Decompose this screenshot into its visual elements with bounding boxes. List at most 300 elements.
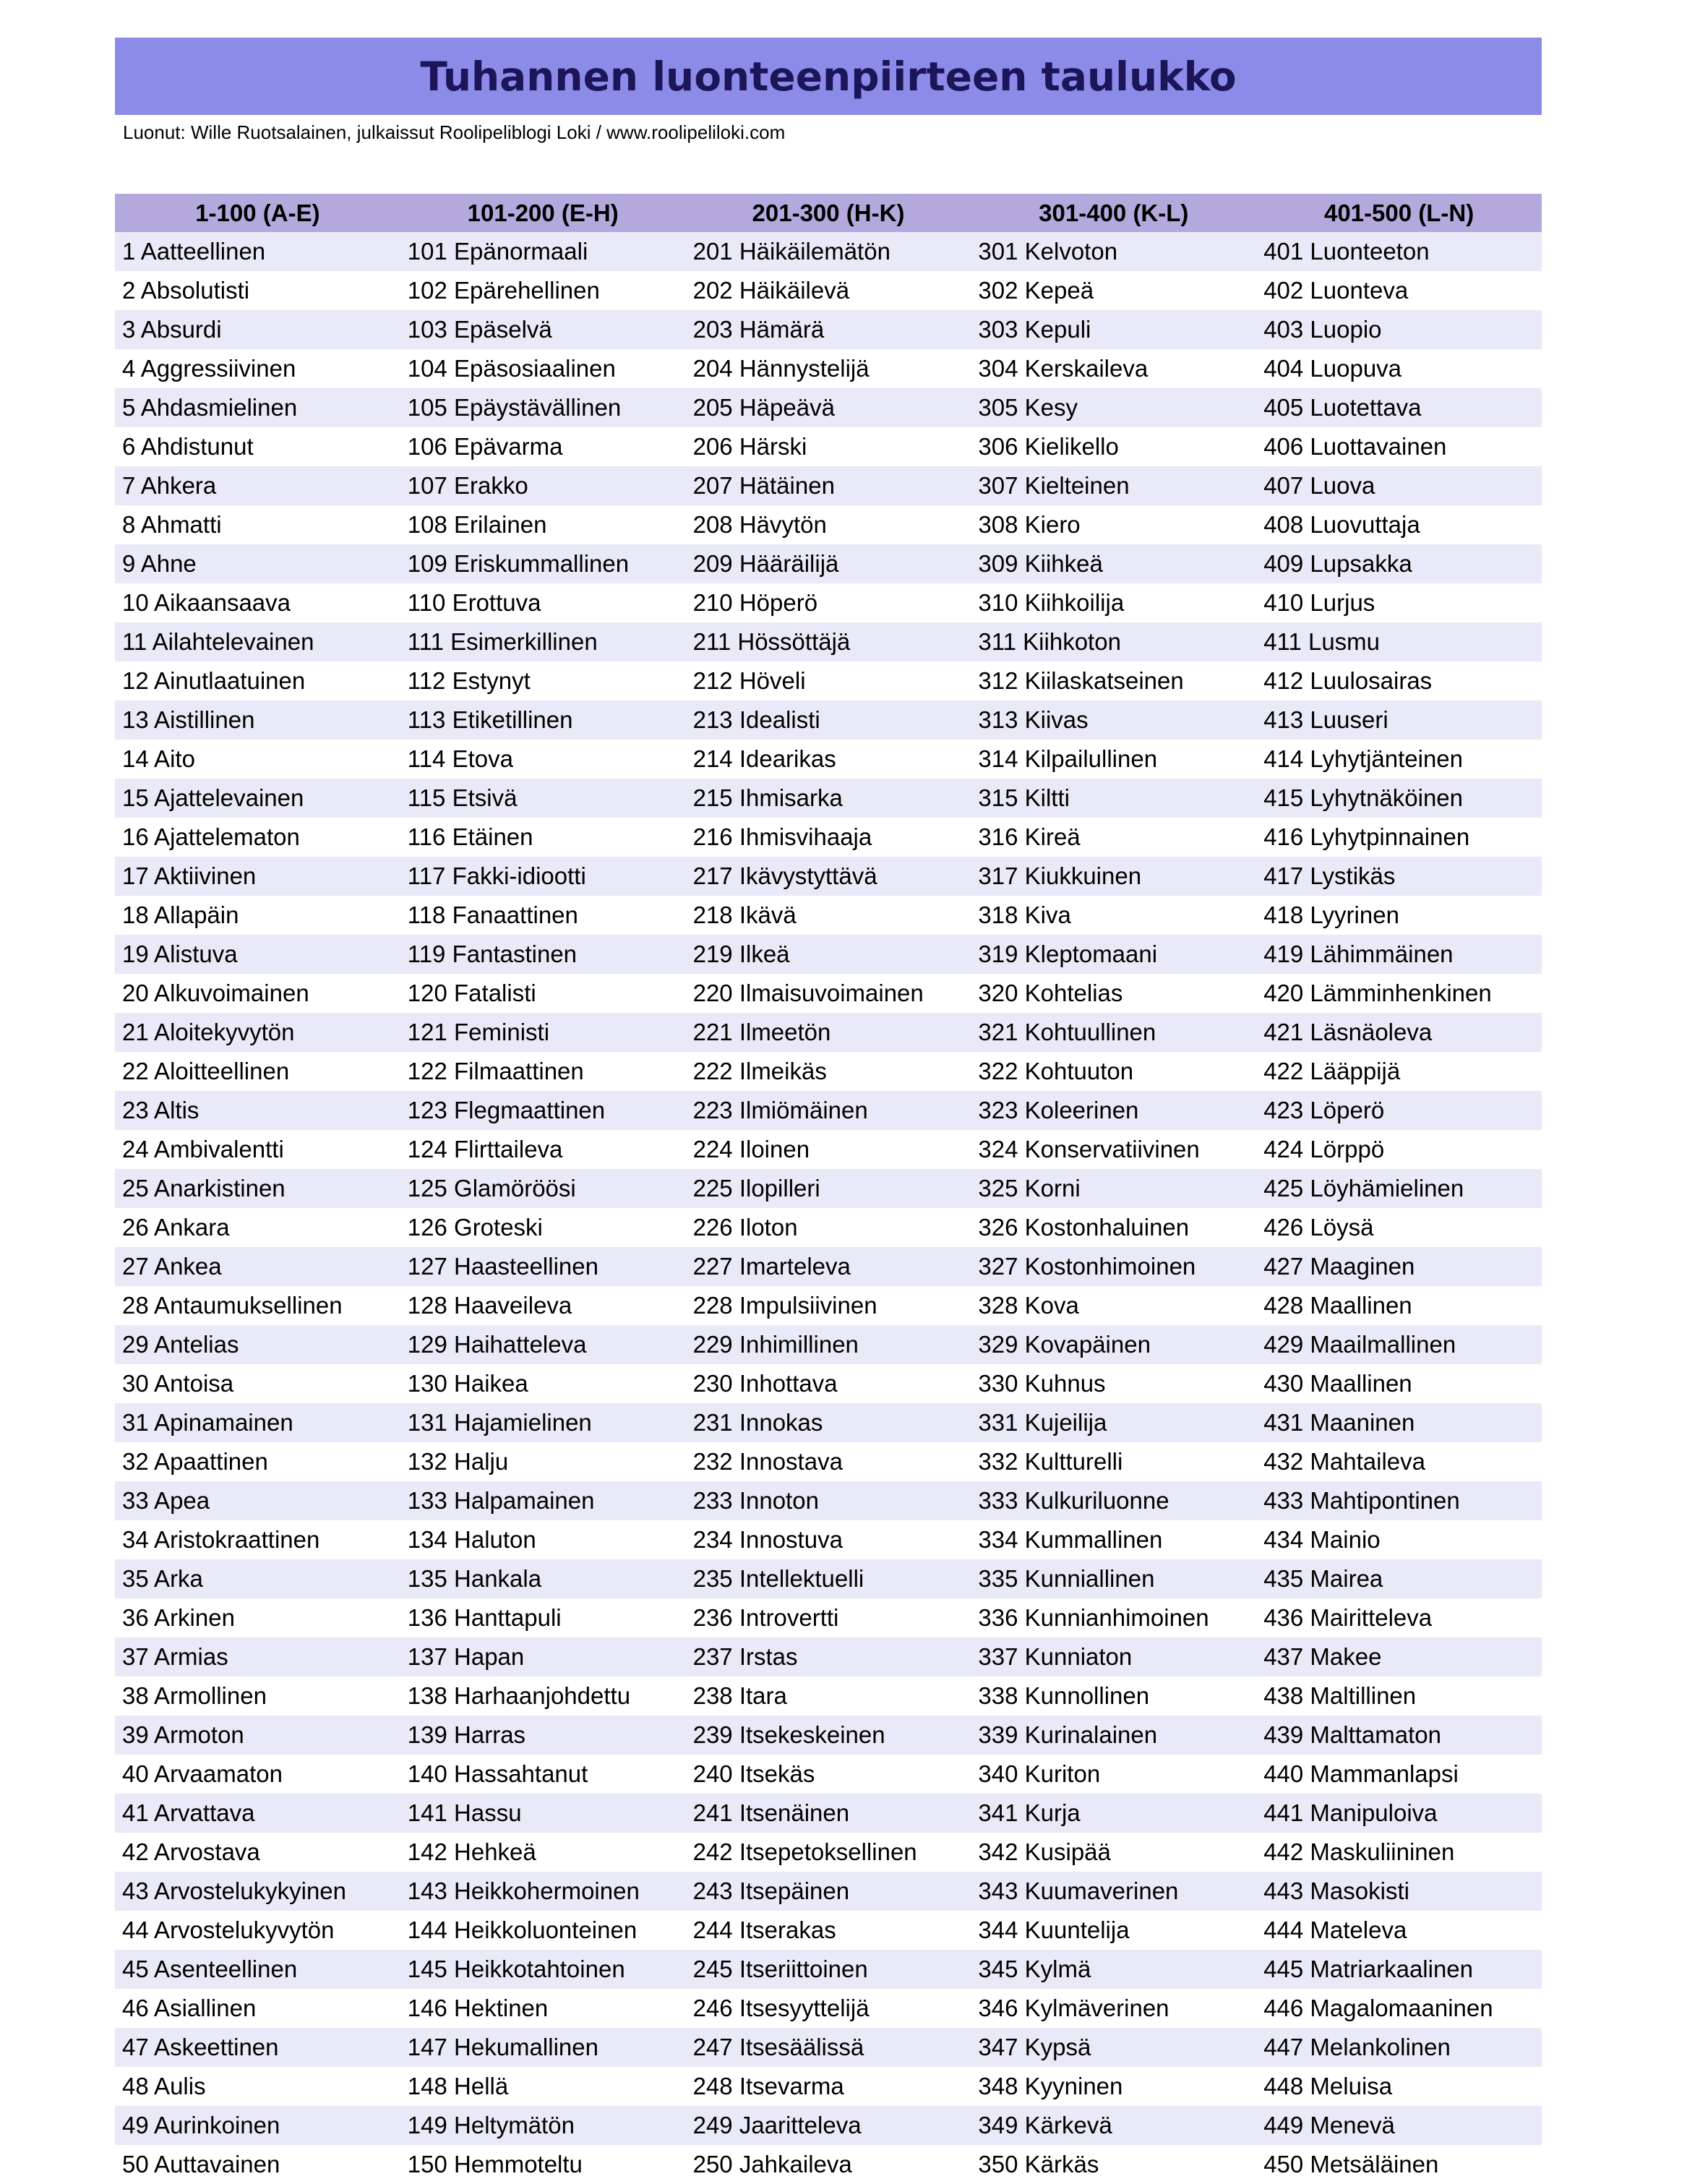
table-cell: 129 Haihatteleva	[407, 1331, 587, 1358]
table-cell: 22 Aloitteellinen	[122, 1058, 290, 1084]
table-cell: 343 Kuumaverinen	[978, 1877, 1179, 1904]
table-row	[115, 1481, 1542, 1520]
table-cell: 442 Maskuliininen	[1263, 1838, 1455, 1865]
table-cell: 206 Härski	[692, 433, 807, 460]
table-cell: 43 Arvostelukykyinen	[122, 1877, 347, 1904]
table-cell: 32 Apaattinen	[122, 1448, 268, 1475]
table-cell: 338 Kunnollinen	[978, 1682, 1150, 1709]
table-cell: 443 Masokisti	[1263, 1877, 1409, 1904]
table-cell: 115 Etsivä	[407, 784, 518, 811]
table-row	[115, 974, 1542, 1013]
table-cell: 7 Ahkera	[122, 472, 217, 499]
table-cell: 418 Lyyrinen	[1263, 902, 1399, 928]
table-header	[115, 194, 1542, 232]
table-cell: 215 Ihmisarka	[692, 784, 843, 811]
table-cell: 313 Kiivas	[978, 706, 1089, 733]
table-cell: 11 Ailahtelevainen	[122, 628, 314, 655]
table-row	[115, 661, 1542, 701]
table-cell: 216 Ihmisvihaaja	[692, 823, 872, 850]
table-cell: 30 Antoisa	[122, 1370, 234, 1397]
table-row	[115, 1676, 1542, 1716]
table-cell: 226 Iloton	[692, 1214, 798, 1241]
table-cell: 245 Itseriittoinen	[692, 1956, 868, 1982]
table-cell: 33 Apea	[122, 1487, 210, 1514]
table-cell: 107 Erakko	[407, 472, 528, 499]
table-cell: 307 Kielteinen	[978, 472, 1130, 499]
table-cell: 29 Antelias	[122, 1331, 239, 1358]
table-cell: 3 Absurdi	[122, 316, 222, 343]
table-cell: 315 Kiltti	[978, 784, 1070, 811]
table-cell: 125 Glamöröösi	[407, 1175, 576, 1202]
table-cell: 429 Maailmallinen	[1263, 1331, 1456, 1358]
table-cell: 335 Kunniallinen	[978, 1565, 1155, 1592]
column-header: 1-100 (A-E)	[195, 200, 320, 226]
table-cell: 211 Hössöttäjä	[692, 628, 851, 655]
table-cell: 417 Lystikäs	[1263, 862, 1396, 889]
table-cell: 448 Meluisa	[1263, 2073, 1393, 2099]
table-cell: 17 Aktiivinen	[122, 862, 257, 889]
table-cell: 437 Makee	[1263, 1643, 1382, 1670]
table-cell: 230 Inhottava	[692, 1370, 838, 1397]
table-cell: 243 Itsepäinen	[692, 1877, 850, 1904]
column-header: 201-300 (H-K)	[752, 200, 905, 226]
table-cell: 112 Estynyt	[407, 667, 531, 694]
table-cell: 235 Intellektuelli	[692, 1565, 864, 1592]
table-cell: 401 Luonteeton	[1263, 238, 1430, 265]
table-cell: 440 Mammanlapsi	[1263, 1760, 1459, 1787]
table-cell: 119 Fantastinen	[407, 941, 578, 967]
table-cell: 2 Absolutisti	[122, 277, 250, 304]
table-cell: 132 Halju	[407, 1448, 509, 1475]
table-cell: 340 Kuriton	[978, 1760, 1101, 1787]
table-cell: 416 Lyhytpinnainen	[1263, 823, 1470, 850]
table-cell: 102 Epärehellinen	[407, 277, 600, 304]
table-cell: 27 Ankea	[122, 1253, 222, 1280]
table-cell: 425 Löyhämielinen	[1263, 1175, 1464, 1202]
table-cell: 320 Kohtelias	[978, 980, 1123, 1006]
table-cell: 323 Koleerinen	[978, 1097, 1139, 1123]
table-row	[115, 2106, 1542, 2145]
table-row	[115, 1559, 1542, 1598]
table-cell: 38 Armollinen	[122, 1682, 267, 1709]
table-row	[115, 1013, 1542, 1052]
table-cell: 5 Ahdasmielinen	[122, 394, 298, 421]
table-cell: 217 Ikävystyttävä	[692, 862, 877, 889]
table-cell: 438 Maltillinen	[1263, 1682, 1417, 1709]
table-cell: 9 Ahne	[122, 550, 197, 577]
table-row	[115, 740, 1542, 779]
table-cell: 19 Alistuva	[122, 941, 238, 967]
table-row	[115, 1247, 1542, 1286]
table-cell: 314 Kilpailullinen	[978, 745, 1158, 772]
table-cell: 246 Itsesyyttelijä	[692, 1995, 870, 2021]
table-row	[115, 896, 1542, 935]
table-cell: 117 Fakki-idiootti	[407, 862, 586, 889]
table-row	[115, 1442, 1542, 1481]
table-cell: 4 Aggressiivinen	[122, 355, 296, 382]
table-row	[115, 779, 1542, 818]
table-cell: 18 Allapäin	[122, 902, 239, 928]
table-row	[115, 818, 1542, 857]
column-header: 301-400 (K-L)	[1039, 200, 1189, 226]
table-cell: 26 Ankara	[122, 1214, 230, 1241]
table-cell: 144 Heikkoluonteinen	[407, 1917, 638, 1943]
column-header: 101-200 (E-H)	[467, 200, 619, 226]
table-row	[115, 1208, 1542, 1247]
table-cell: 242 Itsepetoksellinen	[692, 1838, 917, 1865]
table-cell: 116 Etäinen	[407, 823, 533, 850]
table-cell: 341 Kurja	[978, 1799, 1081, 1826]
table-cell: 330 Kuhnus	[978, 1370, 1106, 1397]
table-cell: 139 Harras	[407, 1721, 526, 1748]
table-cell: 202 Häikäilevä	[692, 277, 850, 304]
table-cell: 247 Itsesäälissä	[692, 2034, 864, 2060]
table-cell: 308 Kiero	[978, 511, 1081, 538]
table-cell: 13 Aistillinen	[122, 706, 255, 733]
table-cell: 420 Lämminhenkinen	[1263, 980, 1492, 1006]
table-cell: 408 Luovuttaja	[1263, 511, 1420, 538]
table-cell: 345 Kylmä	[978, 1956, 1091, 1982]
table-cell: 309 Kiihkeä	[978, 550, 1103, 577]
table-cell: 130 Haikea	[407, 1370, 528, 1397]
table-cell: 331 Kujeilija	[978, 1409, 1107, 1436]
table-row	[115, 1950, 1542, 1989]
table-row	[115, 2028, 1542, 2067]
table-cell: 346 Kylmäverinen	[978, 1995, 1169, 2021]
column-header: 401-500 (L-N)	[1323, 200, 1474, 226]
table-cell: 227 Imarteleva	[692, 1253, 851, 1280]
table-cell: 40 Arvaamaton	[122, 1760, 283, 1787]
table-cell: 212 Höveli	[692, 667, 806, 694]
table-cell: 435 Mairea	[1263, 1565, 1383, 1592]
table-cell: 306 Kielikello	[978, 433, 1119, 460]
table-cell: 238 Itara	[692, 1682, 787, 1709]
table-cell: 140 Hassahtanut	[407, 1760, 588, 1787]
table-cell: 150 Hemmoteltu	[407, 2151, 583, 2177]
table-cell: 44 Arvostelukyvytön	[122, 1917, 335, 1943]
table-cell: 131 Hajamielinen	[407, 1409, 592, 1436]
table-row	[115, 1872, 1542, 1911]
table-cell: 214 Idearikas	[692, 745, 836, 772]
table-cell: 334 Kummallinen	[978, 1526, 1163, 1553]
table-cell: 436 Mairitteleva	[1263, 1604, 1433, 1631]
table-cell: 221 Ilmeetön	[692, 1019, 831, 1045]
table-cell: 148 Hellä	[407, 2073, 509, 2099]
table-cell: 244 Itserakas	[692, 1917, 836, 1943]
table-cell: 203 Hämärä	[692, 316, 825, 343]
table-cell: 123 Flegmaattinen	[407, 1097, 606, 1123]
table-cell: 305 Kesy	[978, 394, 1078, 421]
table-cell: 209 Hääräilijä	[692, 550, 839, 577]
table-row	[115, 310, 1542, 349]
table-row	[115, 935, 1542, 974]
table-row	[115, 388, 1542, 427]
table-cell: 133 Halpamainen	[407, 1487, 595, 1514]
table-cell: 301 Kelvoton	[978, 238, 1118, 265]
table-cell: 220 Ilmaisuvoimainen	[692, 980, 924, 1006]
table-cell: 49 Aurinkoinen	[122, 2112, 280, 2138]
table-cell: 213 Idealisti	[692, 706, 820, 733]
table-cell: 328 Kova	[978, 1292, 1079, 1319]
table-cell: 106 Epävarma	[407, 433, 563, 460]
table-cell: 20 Alkuvoimainen	[122, 980, 309, 1006]
table-cell: 449 Menevä	[1263, 2112, 1395, 2138]
table-row	[115, 544, 1542, 583]
table-cell: 326 Kostonhaluinen	[978, 1214, 1190, 1241]
trait-table	[115, 194, 1542, 2184]
table-cell: 14 Aito	[122, 745, 195, 772]
table-cell: 21 Aloitekyvytön	[122, 1019, 295, 1045]
table-cell: 304 Kerskaileva	[978, 355, 1149, 382]
table-cell: 219 Ilkeä	[692, 941, 790, 967]
table-cell: 103 Epäselvä	[407, 316, 552, 343]
table-cell: 427 Maaginen	[1263, 1253, 1415, 1280]
table-cell: 223 Ilmiömäinen	[692, 1097, 868, 1123]
table-cell: 336 Kunnianhimoinen	[978, 1604, 1209, 1631]
table-cell: 143 Heikkohermoinen	[407, 1877, 640, 1904]
table-cell: 422 Lääppijä	[1263, 1058, 1401, 1084]
table-cell: 406 Luottavainen	[1263, 433, 1447, 460]
table-cell: 349 Kärkevä	[978, 2112, 1112, 2138]
table-cell: 339 Kurinalainen	[978, 1721, 1158, 1748]
table-cell: 228 Impulsiivinen	[692, 1292, 877, 1319]
table-cell: 319 Kleptomaani	[978, 941, 1158, 967]
table-cell: 128 Haaveileva	[407, 1292, 572, 1319]
table-cell: 310 Kiihkoilija	[978, 589, 1125, 616]
table-cell: 441 Manipuloiva	[1263, 1799, 1438, 1826]
table-cell: 113 Etiketillinen	[407, 706, 573, 733]
table-cell: 47 Askeettinen	[122, 2034, 279, 2060]
table-row	[115, 2067, 1542, 2106]
table-cell: 344 Kuuntelija	[978, 1917, 1130, 1943]
table-cell: 423 Löperö	[1263, 1097, 1385, 1123]
table-row	[115, 1052, 1542, 1091]
table-cell: 342 Kusipää	[978, 1838, 1111, 1865]
table-cell: 145 Heikkotahtoinen	[407, 1956, 625, 1982]
table-row	[115, 466, 1542, 505]
table-row	[115, 505, 1542, 544]
table-row	[115, 2145, 1542, 2184]
table-cell: 136 Hanttapuli	[407, 1604, 562, 1631]
table-cell: 426 Löysä	[1263, 1214, 1374, 1241]
table-row	[115, 1325, 1542, 1364]
table-cell: 434 Mainio	[1263, 1526, 1381, 1553]
credit-line: Luonut: Wille Ruotsalainen, julkaissut Roolipeliblogi Loki / www.roolipeliloki.com	[123, 121, 786, 143]
table-cell: 229 Inhimillinen	[692, 1331, 859, 1358]
table-cell: 327 Kostonhimoinen	[978, 1253, 1196, 1280]
table-cell: 312 Kiilaskatseinen	[978, 667, 1184, 694]
table-cell: 439 Malttamaton	[1263, 1721, 1441, 1748]
table-cell: 402 Luonteva	[1263, 277, 1409, 304]
table-cell: 414 Lyhytjänteinen	[1263, 745, 1464, 772]
table-cell: 108 Erilainen	[407, 511, 547, 538]
table-cell: 412 Luulosairas	[1263, 667, 1433, 694]
table-cell: 15 Ajattelevainen	[122, 784, 304, 811]
table-cell: 42 Arvostava	[122, 1838, 260, 1865]
table-cell: 208 Hävytön	[692, 511, 827, 538]
table-cell: 122 Filmaattinen	[407, 1058, 584, 1084]
table-cell: 35 Arka	[122, 1565, 203, 1592]
table-cell: 232 Innostava	[692, 1448, 843, 1475]
table-cell: 405 Luotettava	[1263, 394, 1422, 421]
table-cell: 404 Luopuva	[1263, 355, 1402, 382]
table-cell: 225 Ilopilleri	[692, 1175, 820, 1202]
table-cell: 110 Erottuva	[407, 589, 541, 616]
table-cell: 105 Epäystävällinen	[407, 394, 622, 421]
table-cell: 201 Häikäilemätön	[692, 238, 890, 265]
table-cell: 237 Irstas	[692, 1643, 798, 1670]
table-row	[115, 1637, 1542, 1676]
table-cell: 8 Ahmatti	[122, 511, 222, 538]
table-cell: 10 Aikaansaava	[122, 589, 291, 616]
table-cell: 146 Hektinen	[407, 1995, 549, 2021]
table-cell: 332 Kultturelli	[978, 1448, 1123, 1475]
table-row	[115, 427, 1542, 466]
table-cell: 337 Kunniaton	[978, 1643, 1133, 1670]
table-cell: 303 Kepuli	[978, 316, 1091, 343]
table-cell: 324 Konservatiivinen	[978, 1136, 1200, 1162]
table-cell: 348 Kyyninen	[978, 2073, 1123, 2099]
table-row	[115, 1364, 1542, 1403]
table-row	[115, 701, 1542, 740]
table-cell: 141 Hassu	[407, 1799, 522, 1826]
table-body	[115, 232, 1542, 2184]
table-cell: 410 Lurjus	[1263, 589, 1375, 616]
table-cell: 23 Altis	[122, 1097, 199, 1123]
table-cell: 37 Armias	[122, 1643, 228, 1670]
table-cell: 147 Hekumallinen	[407, 2034, 598, 2060]
table-cell: 236 Introvertti	[692, 1604, 839, 1631]
table-cell: 239 Itsekeskeinen	[692, 1721, 885, 1748]
table-cell: 421 Läsnäoleva	[1263, 1019, 1433, 1045]
table-cell: 302 Kepeä	[978, 277, 1094, 304]
table-cell: 250 Jahkaileva	[692, 2151, 852, 2177]
table-row	[115, 1286, 1542, 1325]
table-cell: 16 Ajattelematon	[122, 823, 300, 850]
table-cell: 415 Lyhytnäköinen	[1263, 784, 1464, 811]
table-cell: 135 Hankala	[407, 1565, 542, 1592]
table-cell: 118 Fanaattinen	[407, 902, 578, 928]
title-banner	[115, 38, 1542, 115]
table-cell: 424 Lörppö	[1263, 1136, 1385, 1162]
table-cell: 248 Itsevarma	[692, 2073, 844, 2099]
table-cell: 109 Eriskummallinen	[407, 550, 630, 577]
table-cell: 137 Hapan	[407, 1643, 525, 1670]
table-cell: 450 Metsäläinen	[1263, 2151, 1439, 2177]
table-cell: 207 Hätäinen	[692, 472, 835, 499]
table-row	[115, 1989, 1542, 2028]
table-cell: 114 Etova	[407, 745, 513, 772]
table-row	[115, 232, 1542, 271]
table-row	[115, 1130, 1542, 1169]
table-row	[115, 857, 1542, 896]
table-cell: 34 Aristokraattinen	[122, 1526, 320, 1553]
table-cell: 204 Hännystelijä	[692, 355, 870, 382]
table-cell: 241 Itsenäinen	[692, 1799, 850, 1826]
table-cell: 321 Kohtuullinen	[978, 1019, 1156, 1045]
table-cell: 149 Heltymätön	[407, 2112, 575, 2138]
table-cell: 411 Lusmu	[1263, 628, 1381, 655]
table-row	[115, 1091, 1542, 1130]
table-cell: 316 Kireä	[978, 823, 1081, 850]
table-cell: 333 Kulkuriluonne	[978, 1487, 1169, 1514]
table-cell: 224 Iloinen	[692, 1136, 810, 1162]
table-cell: 347 Kypsä	[978, 2034, 1091, 2060]
table-cell: 218 Ikävä	[692, 902, 797, 928]
table-cell: 403 Luopio	[1263, 316, 1382, 343]
table-cell: 233 Innoton	[692, 1487, 819, 1514]
table-cell: 41 Arvattava	[122, 1799, 255, 1826]
table-cell: 322 Kohtuuton	[978, 1058, 1134, 1084]
table-cell: 409 Lupsakka	[1263, 550, 1412, 577]
table-cell: 432 Mahtaileva	[1263, 1448, 1426, 1475]
table-row	[115, 1911, 1542, 1950]
table-cell: 447 Melankolinen	[1263, 2034, 1451, 2060]
table-cell: 431 Maaninen	[1263, 1409, 1415, 1436]
table-cell: 50 Auttavainen	[122, 2151, 280, 2177]
table-cell: 433 Mahtipontinen	[1263, 1487, 1460, 1514]
table-cell: 1 Aatteellinen	[122, 238, 266, 265]
table-cell: 138 Harhaanjohdettu	[407, 1682, 631, 1709]
table-cell: 142 Hehkeä	[407, 1838, 536, 1865]
table-cell: 120 Fatalisti	[407, 980, 536, 1006]
table-row	[115, 1833, 1542, 1872]
table-cell: 325 Korni	[978, 1175, 1081, 1202]
table-cell: 24 Ambivalentti	[122, 1136, 284, 1162]
table-row	[115, 271, 1542, 310]
table-cell: 134 Haluton	[407, 1526, 536, 1553]
table-cell: 249 Jaaritteleva	[692, 2112, 862, 2138]
table-cell: 350 Kärkäs	[978, 2151, 1099, 2177]
table-cell: 413 Luuseri	[1263, 706, 1388, 733]
table-cell: 121 Feministi	[407, 1019, 550, 1045]
table-row	[115, 1598, 1542, 1637]
table-cell: 407 Luova	[1263, 472, 1375, 499]
table-row	[115, 1169, 1542, 1208]
table-cell: 127 Haasteellinen	[407, 1253, 598, 1280]
table-row	[115, 1520, 1542, 1559]
table-cell: 36 Arkinen	[122, 1604, 235, 1631]
table-cell: 39 Armoton	[122, 1721, 244, 1748]
table-cell: 318 Kiva	[978, 902, 1071, 928]
table-row	[115, 1403, 1542, 1442]
table-cell: 111 Esimerkillinen	[407, 628, 598, 655]
table-row	[115, 1755, 1542, 1794]
table-cell: 12 Ainutlaatuinen	[122, 667, 306, 694]
table-cell: 311 Kiihkoton	[978, 628, 1121, 655]
table-cell: 6 Ahdistunut	[122, 433, 254, 460]
table-cell: 104 Epäsosiaalinen	[407, 355, 616, 382]
table-cell: 46 Asiallinen	[122, 1995, 257, 2021]
table-cell: 317 Kiukkuinen	[978, 862, 1142, 889]
table-row	[115, 622, 1542, 661]
table-cell: 444 Mateleva	[1263, 1917, 1407, 1943]
table-cell: 124 Flirttaileva	[407, 1136, 563, 1162]
table-cell: 222 Ilmeikäs	[692, 1058, 827, 1084]
table-cell: 240 Itsekäs	[692, 1760, 815, 1787]
table-cell: 430 Maallinen	[1263, 1370, 1412, 1397]
table-cell: 25 Anarkistinen	[122, 1175, 286, 1202]
table-row	[115, 583, 1542, 622]
table-cell: 48 Aulis	[122, 2073, 206, 2099]
table-cell: 126 Groteski	[407, 1214, 543, 1241]
table-cell: 101 Epänormaali	[407, 238, 588, 265]
table-cell: 329 Kovapäinen	[978, 1331, 1151, 1358]
table-cell: 231 Innokas	[692, 1409, 823, 1436]
table-row	[115, 1716, 1542, 1755]
table-cell: 28 Antaumuksellinen	[122, 1292, 343, 1319]
table-cell: 45 Asenteellinen	[122, 1956, 298, 1982]
